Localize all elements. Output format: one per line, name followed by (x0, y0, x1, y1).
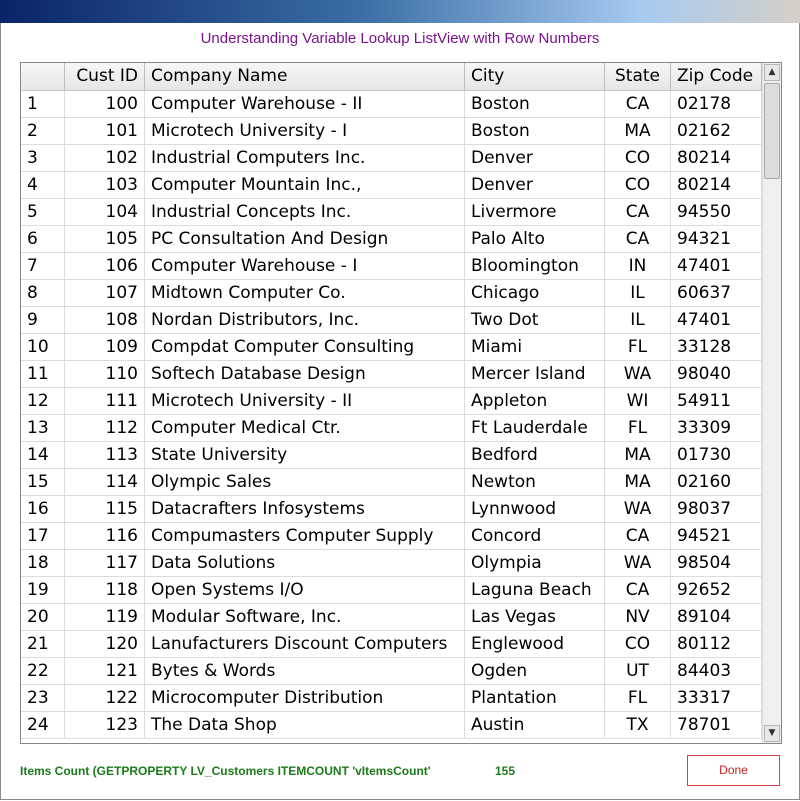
cust-id-cell: 110 (65, 361, 145, 388)
list-item[interactable] (21, 604, 762, 631)
state-cell: CA (605, 226, 671, 253)
zip-code-cell: 47401 (671, 307, 762, 334)
cust-id-cell: 103 (65, 172, 145, 199)
city-cell: Las Vegas (465, 604, 605, 631)
row-number-cell: 18 (21, 550, 65, 577)
state-cell: WA (605, 496, 671, 523)
cust-id-cell: 122 (65, 685, 145, 712)
column-header-company-name[interactable]: Company Name (145, 63, 465, 90)
zip-code-cell: 98037 (671, 496, 762, 523)
city-cell: Laguna Beach (465, 577, 605, 604)
list-item[interactable] (21, 577, 762, 604)
page-title: Understanding Variable Lookup ListView with Row Numbers (200, 30, 600, 47)
state-cell: MA (605, 442, 671, 469)
state-cell: NV (605, 604, 671, 631)
state-cell: WI (605, 388, 671, 415)
company-name-cell: Compdat Computer Consulting (145, 334, 465, 361)
cust-id-cell: 102 (65, 145, 145, 172)
zip-code-cell: 84403 (671, 658, 762, 685)
city-cell: Lynnwood (465, 496, 605, 523)
city-cell: Plantation (465, 685, 605, 712)
zip-code-cell: 94550 (671, 199, 762, 226)
list-item[interactable] (21, 550, 762, 577)
row-number-cell: 2 (21, 118, 65, 145)
row-number-cell: 15 (21, 469, 65, 496)
city-cell: Concord (465, 523, 605, 550)
state-cell: CO (605, 631, 671, 658)
city-cell: Palo Alto (465, 226, 605, 253)
list-item[interactable] (21, 145, 762, 172)
city-cell: Newton (465, 469, 605, 496)
list-item[interactable] (21, 280, 762, 307)
state-cell: IL (605, 307, 671, 334)
city-cell: Austin (465, 712, 605, 739)
state-cell: CA (605, 523, 671, 550)
cust-id-cell: 116 (65, 523, 145, 550)
state-cell: WA (605, 361, 671, 388)
zip-code-cell: 60637 (671, 280, 762, 307)
list-item[interactable] (21, 334, 762, 361)
company-name-cell: Lanufacturers Discount Computers (145, 631, 465, 658)
cust-id-cell: 100 (65, 91, 145, 118)
company-name-cell: Data Solutions (145, 550, 465, 577)
company-name-cell: Softech Database Design (145, 361, 465, 388)
row-number-cell: 4 (21, 172, 65, 199)
company-name-cell: Midtown Computer Co. (145, 280, 465, 307)
zip-code-cell: 54911 (671, 388, 762, 415)
zip-code-cell: 80112 (671, 631, 762, 658)
list-item[interactable] (21, 469, 762, 496)
city-cell: Denver (465, 145, 605, 172)
cust-id-cell: 107 (65, 280, 145, 307)
column-header-city[interactable]: City (465, 63, 605, 90)
zip-code-cell: 80214 (671, 172, 762, 199)
row-number-cell: 8 (21, 280, 65, 307)
zip-code-cell: 33128 (671, 334, 762, 361)
row-number-cell: 17 (21, 523, 65, 550)
city-cell: Boston (465, 91, 605, 118)
state-cell: CA (605, 199, 671, 226)
company-name-cell: Industrial Computers Inc. (145, 145, 465, 172)
list-item[interactable] (21, 307, 762, 334)
state-cell: MA (605, 118, 671, 145)
row-number-cell: 9 (21, 307, 65, 334)
cust-id-cell: 118 (65, 577, 145, 604)
done-button[interactable]: Done (687, 755, 780, 786)
row-number-cell: 11 (21, 361, 65, 388)
company-name-cell: State University (145, 442, 465, 469)
row-number-cell: 21 (21, 631, 65, 658)
cust-id-cell: 121 (65, 658, 145, 685)
row-number-cell: 22 (21, 658, 65, 685)
row-number-cell: 12 (21, 388, 65, 415)
window-titlebar[interactable] (0, 0, 800, 23)
company-name-cell: PC Consultation And Design (145, 226, 465, 253)
state-cell: TX (605, 712, 671, 739)
state-cell: WA (605, 550, 671, 577)
zip-code-cell: 01730 (671, 442, 762, 469)
city-cell: Two Dot (465, 307, 605, 334)
zip-code-cell: 33309 (671, 415, 762, 442)
list-item[interactable] (21, 415, 762, 442)
zip-code-cell: 98504 (671, 550, 762, 577)
company-name-cell: Microcomputer Distribution (145, 685, 465, 712)
row-number-cell: 13 (21, 415, 65, 442)
list-item[interactable] (21, 388, 762, 415)
scroll-up-button[interactable] (764, 64, 780, 81)
zip-code-cell: 94521 (671, 523, 762, 550)
state-cell: CA (605, 91, 671, 118)
state-cell: CA (605, 577, 671, 604)
zip-code-cell: 94321 (671, 226, 762, 253)
state-cell: UT (605, 658, 671, 685)
state-cell: FL (605, 685, 671, 712)
city-cell: Ft Lauderdale (465, 415, 605, 442)
zip-code-cell: 47401 (671, 253, 762, 280)
listview-rows (21, 91, 762, 739)
row-number-cell: 1 (21, 91, 65, 118)
city-cell: Ogden (465, 658, 605, 685)
city-cell: Bedford (465, 442, 605, 469)
state-cell: CO (605, 145, 671, 172)
company-name-cell: Microtech University - II (145, 388, 465, 415)
city-cell: Chicago (465, 280, 605, 307)
city-cell: Olympia (465, 550, 605, 577)
list-item[interactable] (21, 253, 762, 280)
cust-id-cell: 117 (65, 550, 145, 577)
column-header-zip-code[interactable]: Zip Code (671, 63, 762, 90)
list-item[interactable] (21, 199, 762, 226)
zip-code-cell: 89104 (671, 604, 762, 631)
city-cell: Miami (465, 334, 605, 361)
list-item[interactable] (21, 118, 762, 145)
scroll-down-button[interactable] (764, 725, 780, 742)
cust-id-cell: 101 (65, 118, 145, 145)
company-name-cell: Computer Medical Ctr. (145, 415, 465, 442)
row-number-cell: 14 (21, 442, 65, 469)
state-cell: MA (605, 469, 671, 496)
list-item[interactable] (21, 361, 762, 388)
row-number-cell: 16 (21, 496, 65, 523)
state-cell: IL (605, 280, 671, 307)
row-number-cell: 5 (21, 199, 65, 226)
state-cell: FL (605, 334, 671, 361)
row-number-cell: 3 (21, 145, 65, 172)
city-cell: Appleton (465, 388, 605, 415)
zip-code-cell: 78701 (671, 712, 762, 739)
zip-code-cell: 02160 (671, 469, 762, 496)
cust-id-cell: 120 (65, 631, 145, 658)
company-name-cell: Computer Warehouse - I (145, 253, 465, 280)
state-cell: IN (605, 253, 671, 280)
company-name-cell: Bytes & Words (145, 658, 465, 685)
company-name-cell: Compumasters Computer Supply (145, 523, 465, 550)
items-count-label: Items Count (GETPROPERTY LV_Customers ITEMCOUNT 'vItemsCount' (20, 764, 431, 778)
cust-id-cell: 115 (65, 496, 145, 523)
list-item[interactable] (21, 523, 762, 550)
scrollbar-thumb[interactable] (764, 83, 780, 179)
triangle-down-icon: ▼ (768, 728, 776, 738)
list-item[interactable] (21, 631, 762, 658)
city-cell: Mercer Island (465, 361, 605, 388)
company-name-cell: Computer Mountain Inc., (145, 172, 465, 199)
zip-code-cell: 80214 (671, 145, 762, 172)
cust-id-cell: 109 (65, 334, 145, 361)
row-number-cell: 19 (21, 577, 65, 604)
list-item[interactable] (21, 172, 762, 199)
city-cell: Englewood (465, 631, 605, 658)
column-header-row-number[interactable] (21, 63, 65, 90)
city-cell: Bloomington (465, 253, 605, 280)
company-name-cell: Microtech University - I (145, 118, 465, 145)
state-cell: CO (605, 172, 671, 199)
list-item[interactable] (21, 496, 762, 523)
city-cell: Denver (465, 172, 605, 199)
company-name-cell: Modular Software, Inc. (145, 604, 465, 631)
column-header-state[interactable]: State (605, 63, 671, 90)
column-header-cust-id[interactable]: Cust ID (65, 63, 145, 90)
zip-code-cell: 02162 (671, 118, 762, 145)
city-cell: Boston (465, 118, 605, 145)
company-name-cell: Nordan Distributors, Inc. (145, 307, 465, 334)
listview-header (21, 63, 762, 91)
zip-code-cell: 92652 (671, 577, 762, 604)
cust-id-cell: 111 (65, 388, 145, 415)
list-item[interactable] (21, 442, 762, 469)
zip-code-cell: 33317 (671, 685, 762, 712)
zip-code-cell: 02178 (671, 91, 762, 118)
list-item[interactable] (21, 712, 762, 739)
row-number-cell: 23 (21, 685, 65, 712)
cust-id-cell: 104 (65, 199, 145, 226)
company-name-cell: Industrial Concepts Inc. (145, 199, 465, 226)
cust-id-cell: 123 (65, 712, 145, 739)
list-item[interactable] (21, 91, 762, 118)
list-item[interactable] (21, 658, 762, 685)
company-name-cell: Datacrafters Infosystems (145, 496, 465, 523)
row-number-cell: 10 (21, 334, 65, 361)
cust-id-cell: 114 (65, 469, 145, 496)
company-name-cell: Computer Warehouse - II (145, 91, 465, 118)
list-item[interactable] (21, 685, 762, 712)
row-number-cell: 24 (21, 712, 65, 739)
customers-listview[interactable] (20, 62, 782, 744)
items-count-value: 155 (495, 764, 516, 778)
row-number-cell: 6 (21, 226, 65, 253)
row-number-cell: 7 (21, 253, 65, 280)
company-name-cell: The Data Shop (145, 712, 465, 739)
cust-id-cell: 106 (65, 253, 145, 280)
vertical-scrollbar[interactable] (762, 63, 781, 743)
row-number-cell: 20 (21, 604, 65, 631)
company-name-cell: Open Systems I/O (145, 577, 465, 604)
cust-id-cell: 112 (65, 415, 145, 442)
cust-id-cell: 119 (65, 604, 145, 631)
company-name-cell: Olympic Sales (145, 469, 465, 496)
triangle-up-icon: ▲ (768, 67, 776, 77)
zip-code-cell: 98040 (671, 361, 762, 388)
cust-id-cell: 108 (65, 307, 145, 334)
state-cell: FL (605, 415, 671, 442)
cust-id-cell: 105 (65, 226, 145, 253)
list-item[interactable] (21, 226, 762, 253)
cust-id-cell: 113 (65, 442, 145, 469)
city-cell: Livermore (465, 199, 605, 226)
